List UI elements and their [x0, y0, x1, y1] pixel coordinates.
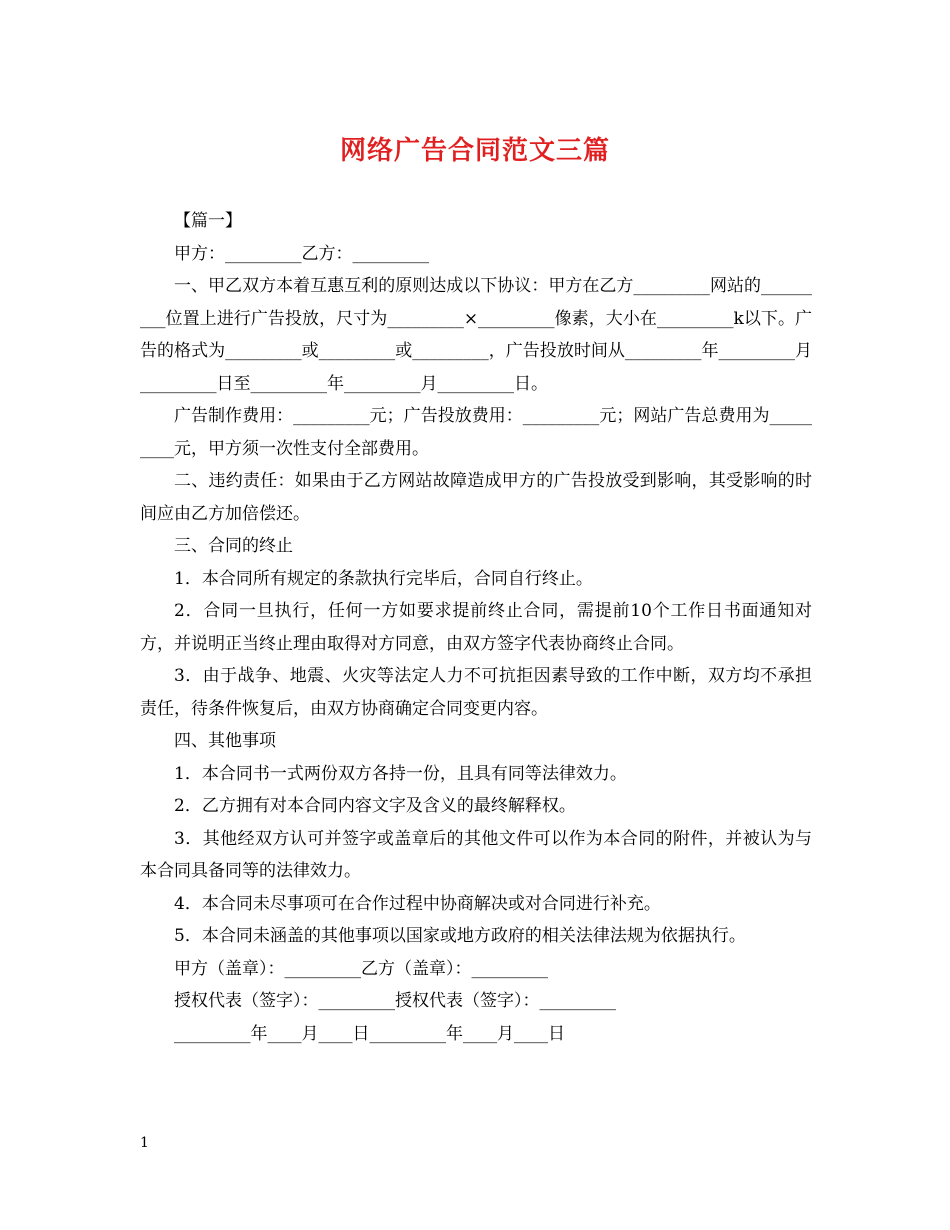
clause-heading: 四、其他事项 [174, 731, 276, 751]
seal-line: 甲方（盖章）：_________乙方（盖章）：_________ [174, 958, 548, 979]
breach-paragraph: 二、违约责任：如果由于乙方网站故障造成甲方的广告投放受到影响，其受影响的时间应由乙方加倍偿还。 [140, 471, 812, 524]
clause-item: 3．由于战争、地震、火灾等法定人力不可抗拒因素导致的工作中断，双方均不承担责任，待条件恢复后，由双方协商确定合同变更内容。 [140, 666, 812, 719]
clause-item: 3．其他经双方认可并签字或盖章后的其他文件可以作为本合同的附件，并被认为与本合同具备同等的法律效力。 [140, 828, 812, 881]
clause-item: 4．本合同未尽事项可在合作过程中协商解决或对合同进行补充。 [174, 893, 661, 914]
parties-line: 甲方：_________乙方：_________ [174, 243, 429, 264]
section-heading: 【篇一】 [174, 211, 242, 231]
clause-item: 1．本合同书一式两份双方各持一份，且具有同等法律效力。 [174, 763, 627, 784]
fee-paragraph: 广告制作费用：_________元；广告投放费用：_________元；网站广告总费用为_________元，甲方须一次性支付全部费用。 [140, 406, 812, 459]
clause-heading: 三、合同的终止 [174, 536, 293, 556]
document-body [140, 205, 812, 1050]
clause-paragraph: 一、甲乙双方本着互惠互利的原则达成以下协议：甲方在乙方_________网站的_________位置上进行广告投放，尺寸为_________×_________像素，大小在_________k以下。广告的格式为_________或_________或_________，广告投放时间从_________年_________月_________日至_________年_________月_________日。 [140, 276, 812, 394]
page-number: 1 [140, 1135, 149, 1151]
clause-item: 5．本合同未涵盖的其他事项以国家或地方政府的相关法律法规为依据执行。 [174, 926, 746, 946]
clause-item: 1．本合同所有规定的条款执行完毕后，合同自行终止。 [174, 568, 593, 589]
document-title: 网络广告合同范文三篇 [339, 136, 610, 166]
date-line: _________年____月____日_________年____月____日 [174, 1023, 565, 1044]
signature-line: 授权代表（签字）：_________授权代表（签字）：_________ [174, 991, 616, 1011]
clause-item: 2．乙方拥有对本合同内容文字及含义的最终解释权。 [174, 796, 576, 816]
clause-item: 2．合同一旦执行，任何一方如要求提前终止合同，需提前10个工作日书面通知对方，并说明正当终止理由取得对方同意，由双方签字代表协商终止合同。 [140, 601, 812, 654]
